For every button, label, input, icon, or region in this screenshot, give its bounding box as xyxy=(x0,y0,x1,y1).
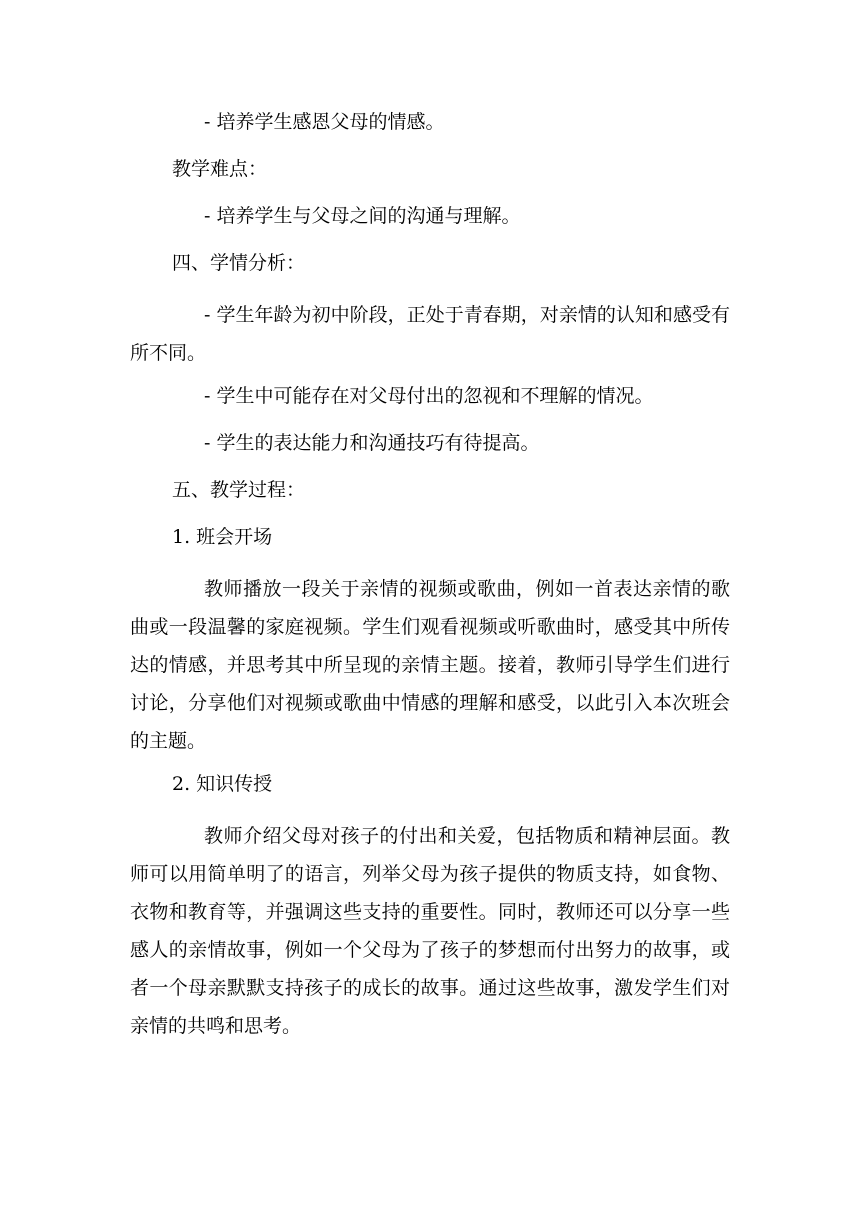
heading-student-analysis: 四、学情分析： xyxy=(172,252,306,274)
bullet-communication: - 培养学生与父母之间的沟通与理解。 xyxy=(204,205,521,227)
heading-teaching-difficulty: 教学难点： xyxy=(172,158,268,180)
step-2-paragraph: 教师介绍父母对孩子的付出和关爱，包括物质和精神层面。教师可以用简单明了的语言，列举父母为孩子提供的物质支持，如食物、衣物和教育等，并强调这些支持的重要性。同时，教师还可以分享一些感人的亲情故事，例如一个父母为了孩子的梦想而付出努力的故事，或者一个母亲默默支持孩子的成长的故事。通过这些故事，激发学生们对亲情的共鸣和思考。 xyxy=(130,825,730,1037)
document-body xyxy=(130,108,730,1055)
step-1-paragraph: 教师播放一段关于亲情的视频或歌曲，例如一首表达亲情的歌曲或一段温馨的家庭视频。学生们观看视频或听歌曲时，感受其中所传达的情感，并思考其中所呈现的亲情主题。接着，教师引导学生们进行讨论，分享他们对视频或歌曲中情感的理解和感受，以此引入本次班会的主题。 xyxy=(130,578,730,752)
bullet-student-age: - 学生年龄为初中阶段，正处于青春期，对亲情的认知和感受有所不同。 xyxy=(130,304,730,364)
step-2-heading: 2. 知识传授 xyxy=(172,773,273,795)
bullet-student-neglect: - 学生中可能存在对父母付出的忽视和不理解的情况。 xyxy=(204,385,654,407)
bullet-student-skills: - 学生的表达能力和沟通技巧有待提高。 xyxy=(204,432,540,454)
bullet-gratitude: - 培养学生感恩父母的情感。 xyxy=(204,111,445,133)
step-1-heading: 1. 班会开场 xyxy=(172,526,273,548)
heading-teaching-process: 五、教学过程： xyxy=(172,479,306,501)
